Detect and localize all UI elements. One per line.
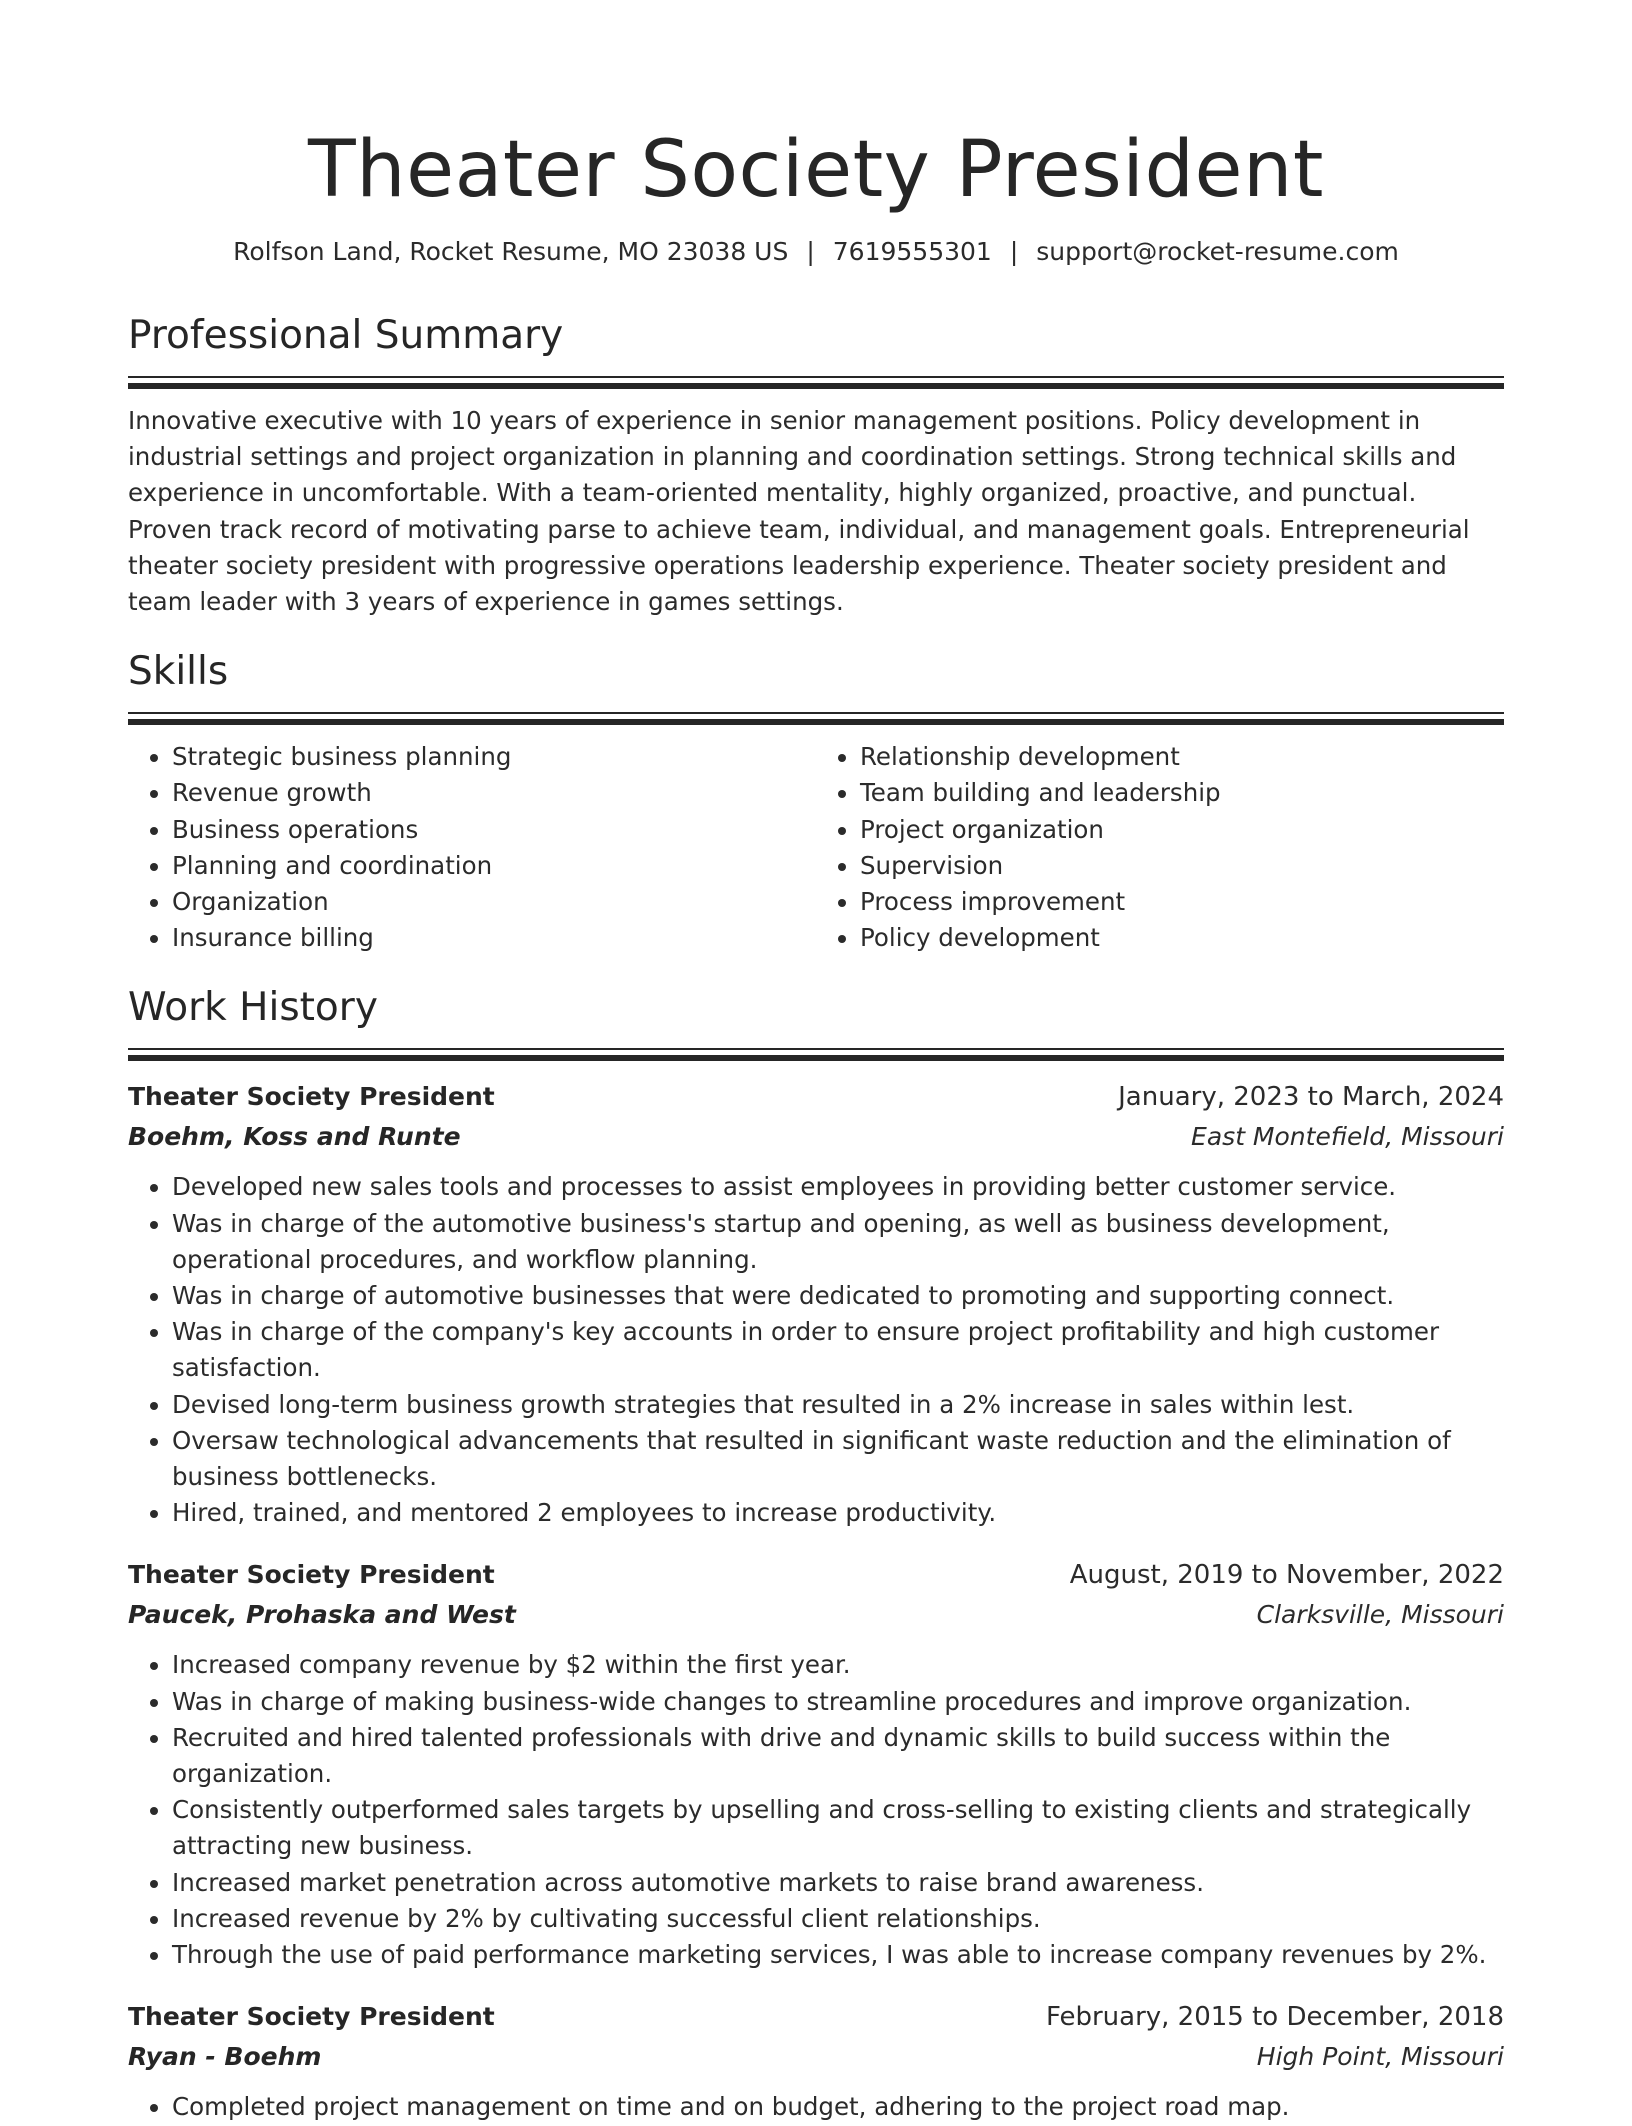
job-bullet: • Through the use of paid performance marketing services, I was able to increase company revenues by 2%. [172, 1937, 1504, 1973]
job-entry [128, 1077, 1504, 1531]
section-title-work-history: Work History [128, 985, 378, 1031]
skill-item: • Team building and leadership [860, 775, 1504, 811]
job-bullet: • Oversaw technological advancements that resulted in significant waste reduction and the elimination of business bottlenecks. [172, 1423, 1504, 1495]
job-header-row [128, 1555, 1504, 1595]
job-bullet: • Was in charge of the company's key accounts in order to ensure project profitability and high customer satisfaction. [172, 1314, 1504, 1386]
job-bullet: • Developed new sales tools and processes to assist employees in providing better customer service. [172, 1169, 1504, 1205]
job-bullet: • Was in charge of the automotive business's startup and opening, as well as business development, operational procedures, and workflow planning. [172, 1206, 1504, 1278]
job-header-row [128, 1997, 1504, 2037]
skills-column-left [128, 739, 816, 956]
job-bullet: • Completed project management on time and on budget, adhering to the project road map. [172, 2089, 1504, 2125]
skills-column-right [816, 739, 1504, 956]
job-bullet: • Increased company revenue by $2 within the first year. [172, 1647, 1504, 1683]
skill-item: • Project organization [860, 812, 1504, 848]
job-company-row [128, 1117, 1504, 1157]
skill-item: • Policy development [860, 920, 1504, 956]
job-bullets [128, 1647, 1504, 1973]
job-company: Ryan - Boehm [128, 2042, 322, 2072]
job-company-row [128, 2037, 1504, 2077]
contact-address: Rolfson Land, Rocket Resume, MO 23038 US [233, 237, 789, 266]
job-dates: August, 2019 to November, 2022 [1069, 1560, 1504, 1591]
job-bullet: • Devised long-term business growth strategies that resulted in a 2% increase in sales within lest. [172, 1387, 1504, 1423]
resume-content [128, 0, 1504, 2126]
job-bullets [128, 1169, 1504, 1531]
job-bullet: • Hired, trained, and mentored 2 employees to increase productivity. [172, 1495, 1504, 1531]
job-company: Boehm, Koss and Runte [128, 1122, 461, 1152]
job-bullet: • Recruited and hired talented professionals with drive and dynamic skills to build success within the organization. [172, 1720, 1504, 1792]
job-bullet: • Was in charge of making business-wide changes to streamline procedures and improve organization. [172, 1684, 1504, 1720]
professional-summary-section [128, 312, 1504, 620]
job-company: Paucek, Prohaska and West [128, 1600, 516, 1630]
job-entry [128, 1997, 1504, 2125]
section-title-summary: Professional Summary [128, 313, 564, 358]
skill-item: • Planning and coordination [172, 848, 816, 884]
job-bullet: • Consistently outperformed sales targets by upselling and cross-selling to existing clients and strategically attracting new business. [172, 1792, 1504, 1864]
skill-item: • Relationship development [860, 739, 1504, 775]
skill-item: • Strategic business planning [172, 739, 816, 775]
job-location: High Point, Missouri [1256, 2042, 1504, 2072]
skill-item: • Organization [172, 884, 816, 920]
contact-separator: | [1009, 237, 1019, 266]
job-title: Theater Society President [128, 1560, 495, 1590]
section-title-skills: Skills [128, 649, 229, 695]
job-title: Theater Society President [128, 2002, 495, 2032]
summary-text: Innovative executive with 10 years of experience in senior management positions. Policy development in industrial settings and project organization in planning and coordination settings. Strong technical skills and experience in uncomfortable. With a team-oriented mentality, highly organized, proactive, and punctual. Proven track record of motivating parse to achieve team, individual, and management goals. Entrepreneurial theater society president with progressive operations leadership experience. Theater society president and team leader with 3 years of experience in games settings. [128, 406, 1470, 617]
job-bullet: • Increased revenue by 2% by cultivating successful client relationships. [172, 1901, 1504, 1937]
skills-section [128, 648, 1504, 956]
job-entry [128, 1555, 1504, 1973]
job-bullet: • Was in charge of automotive businesses that were dedicated to promoting and supporting connect. [172, 1278, 1504, 1314]
section-divider [128, 376, 1504, 389]
job-bullet: • Increased market penetration across automotive markets to raise brand awareness. [172, 1865, 1504, 1901]
job-title: Theater Society President [128, 1082, 495, 1112]
contact-email: support@rocket-resume.com [1036, 237, 1399, 266]
skill-item: • Insurance billing [172, 920, 816, 956]
work-history-section [128, 984, 1504, 2125]
contact-separator: | [806, 237, 815, 266]
skills-list [128, 739, 1504, 956]
section-divider [128, 1048, 1504, 1061]
job-bullets [128, 2089, 1504, 2125]
contact-line [128, 234, 1504, 270]
section-divider [128, 712, 1504, 725]
job-header-row [128, 1077, 1504, 1117]
resume-name: Theater Society President [308, 125, 1324, 215]
job-company-row [128, 1595, 1504, 1635]
skill-item: • Process improvement [860, 884, 1504, 920]
skill-item: • Supervision [860, 848, 1504, 884]
job-location: Clarksville, Missouri [1256, 1600, 1504, 1630]
skill-item: • Revenue growth [172, 775, 816, 811]
contact-phone: 7619555301 [832, 237, 992, 266]
skill-item: • Business operations [172, 812, 816, 848]
job-dates: February, 2015 to December, 2018 [1045, 2002, 1504, 2033]
job-dates: January, 2023 to March, 2024 [1118, 1082, 1504, 1113]
job-location: East Montefield, Missouri [1191, 1122, 1504, 1152]
